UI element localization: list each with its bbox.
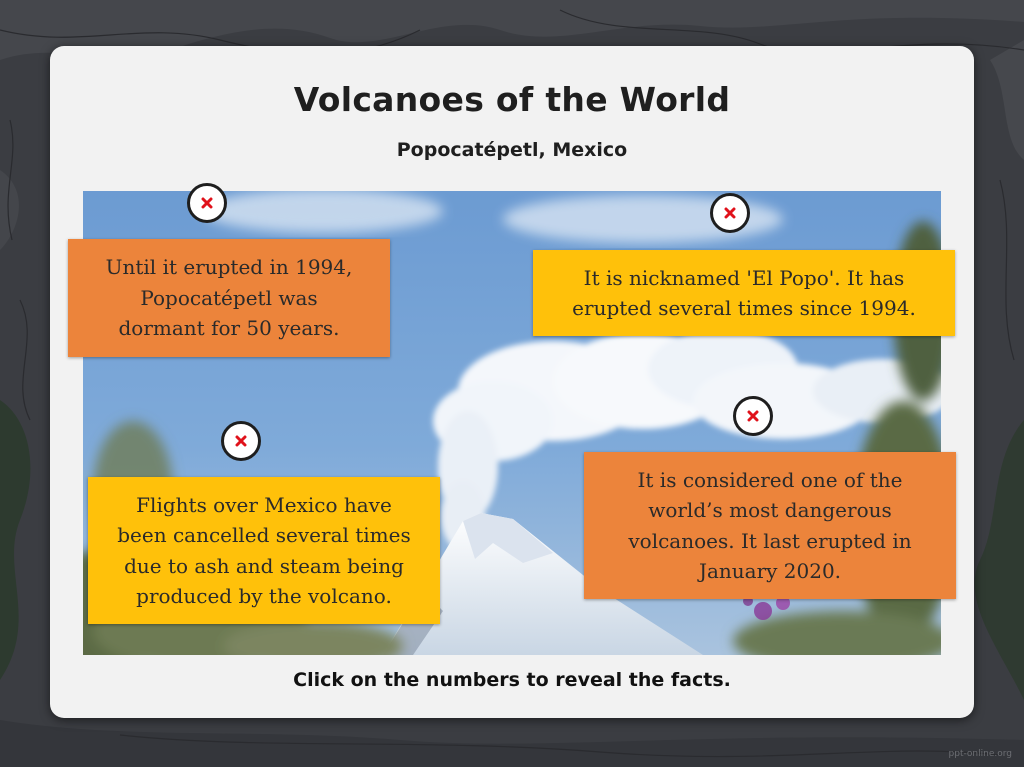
fact-line: It is considered one of the	[637, 467, 903, 492]
fact-line: January 2020.	[698, 559, 842, 583]
instruction-text: Click on the numbers to reveal the facts.	[293, 669, 731, 691]
close-icon	[201, 197, 213, 209]
fact-box-1	[68, 239, 390, 357]
close-icon	[724, 207, 736, 219]
fact-box-2	[533, 250, 955, 336]
fact-line: due to ash and steam being	[124, 553, 404, 578]
fact-box-3	[88, 477, 440, 624]
fact-4-close-button[interactable]	[733, 396, 773, 436]
page-title: Volcanoes of the World	[293, 80, 731, 119]
fact-line: It is nicknamed 'El Popo'. It has	[583, 265, 905, 290]
close-icon	[235, 435, 247, 447]
fact-box-4	[584, 452, 956, 599]
fact-line: Until it erupted in 1994,	[105, 255, 353, 280]
fact-1-close-button[interactable]	[187, 183, 227, 223]
fact-line: world’s most dangerous	[648, 498, 892, 522]
fact-line: dormant for 50 years.	[118, 316, 340, 341]
fact-line: volcanoes. It last erupted in	[628, 528, 912, 553]
fact-line: Popocatépetl was	[140, 285, 318, 310]
fact-line: erupted several times since 1994.	[572, 296, 916, 320]
fact-line: produced by the volcano.	[136, 584, 392, 608]
close-icon	[747, 410, 759, 422]
fact-3-close-button[interactable]	[221, 421, 261, 461]
fact-2-close-button[interactable]	[710, 193, 750, 233]
fact-line: Flights over Mexico have	[136, 492, 392, 517]
fact-line: been cancelled several times	[117, 523, 411, 547]
page-subtitle: Popocatépetl, Mexico	[396, 139, 628, 161]
watermark: ppt-online.org	[948, 749, 1012, 759]
